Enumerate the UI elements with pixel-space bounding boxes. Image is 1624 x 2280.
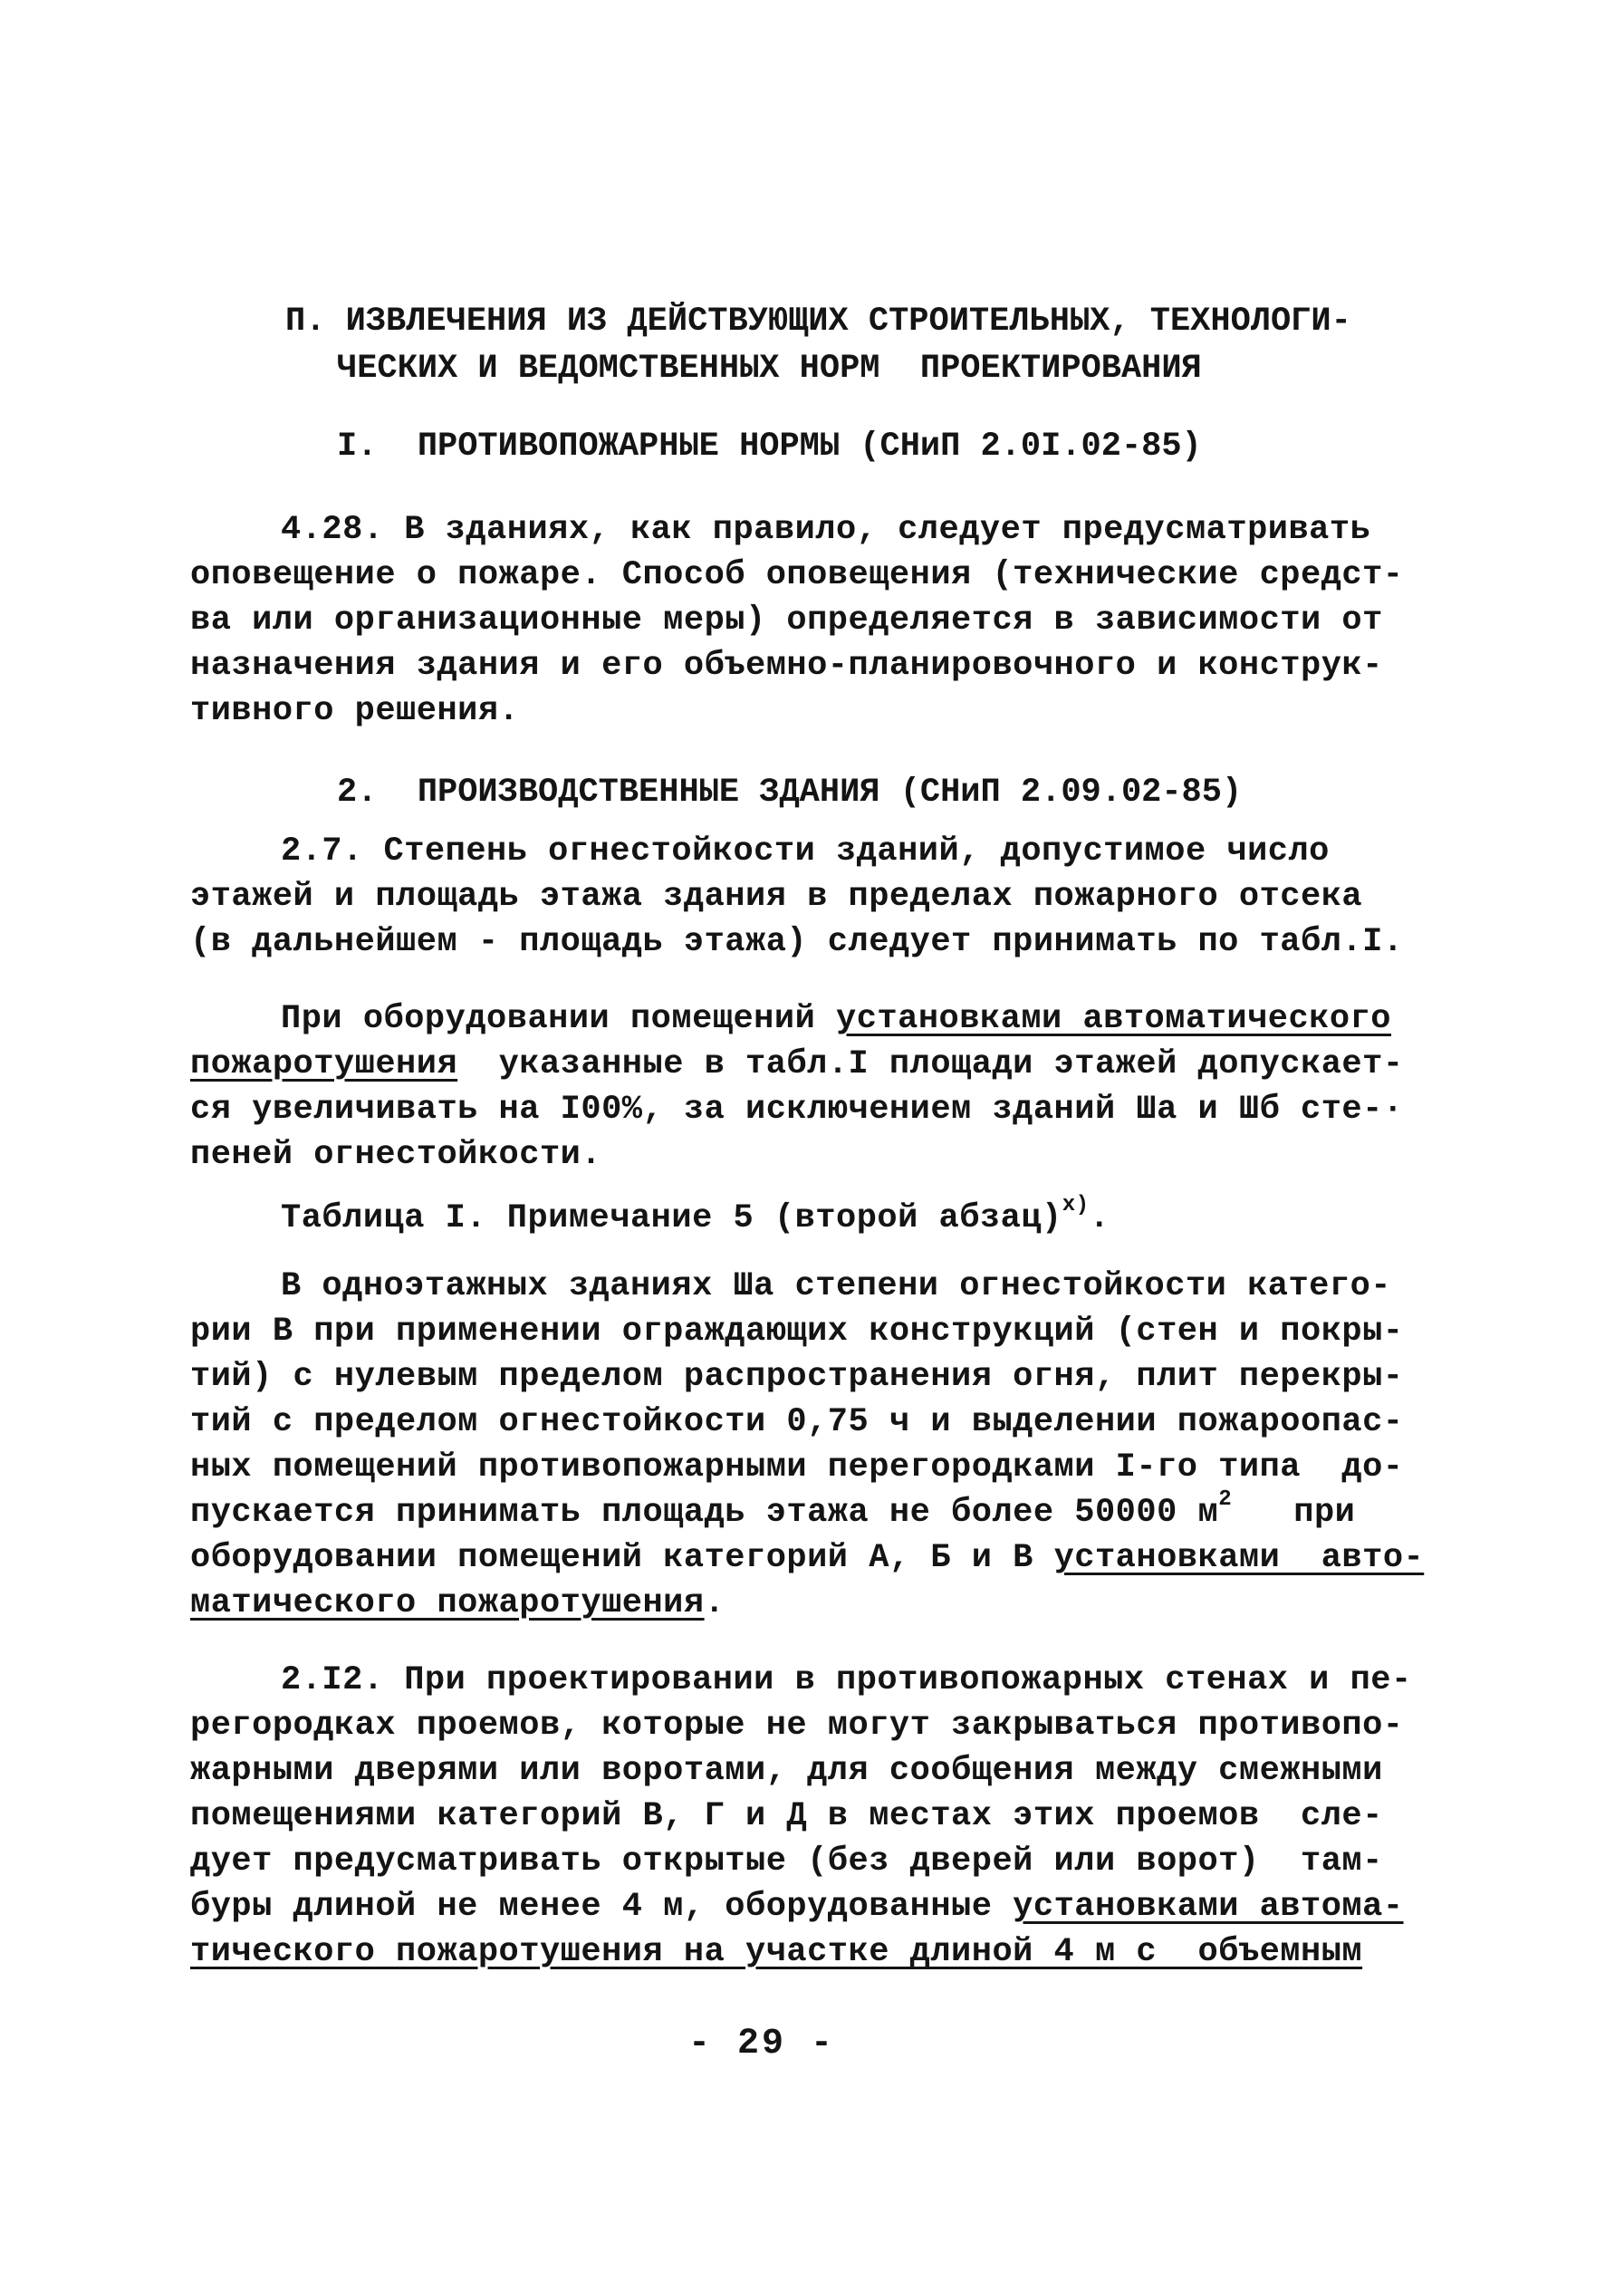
para-single-line-8: [190, 1581, 725, 1626]
para-equip-line-3: ся увеличивать на I00%, за исключением зданий Ша и Шб сте-·: [190, 1091, 1404, 1129]
para-2-7-line-2: этажей и площадь этажа здания в пределах пожарного отсека: [190, 878, 1363, 916]
para-single-line-7-underlined: установками авто-: [1053, 1539, 1425, 1577]
para-single-line-7-text: оборудовании помещений категорий А, Б и В: [190, 1539, 1054, 1577]
subsection-1-heading: I. ПРОТИВОПОЖАРНЫЕ НОРМЫ (СНиП 2.0I.02-85): [337, 428, 1202, 466]
para-single-line-7: [190, 1535, 1424, 1581]
para-single-line-3: тий) с нулевым пределом распространения огня, плит перекры-: [190, 1358, 1404, 1396]
para-2-12-line-6-text: буры длиной не менее 4 м, оборудованные: [190, 1888, 1014, 1926]
table-note-footnote-mark: х): [1062, 1192, 1090, 1217]
page-number: - 29 -: [688, 2024, 836, 2064]
para-single-line-5: ных помещений противопожарными перегородками I-го типа до-: [190, 1448, 1404, 1486]
para-single-line-2: рии В при применении ограждающих конструкций (стен и покры-: [190, 1313, 1404, 1351]
subsection-2-heading: 2. ПРОИЗВОДСТВЕННЫЕ ЗДАНИЯ (СНиП 2.09.02-85): [337, 774, 1243, 812]
para-equip-line-1-text: При оборудовании помещений: [281, 1000, 836, 1038]
para-single-line-6-end: при: [1232, 1494, 1356, 1532]
para-4-28-line-3: ва или организационные меры) определяется в зависимости от: [190, 601, 1383, 640]
para-single-line-8-underlined: матического пожаротушения: [190, 1584, 705, 1622]
para-4-28-line-4: назначения здания и его объемно-планировочного и конструк-: [190, 647, 1383, 685]
para-2-12-line-2: регородках проемов, которые не могут закрываться противопо-: [190, 1707, 1404, 1745]
para-single-line-4: тий с пределом огнестойкости 0,75 ч и выделении пожароопас-: [190, 1403, 1404, 1441]
para-4-28-line-5: тивного решения.: [190, 692, 520, 730]
para-2-12-line-6-underlined: установками автома-: [1013, 1888, 1404, 1926]
para-2-12-line-7-underlined: тического пожаротушения на участке длиной 4 м с объемным: [190, 1933, 1363, 1971]
square-meter-exponent: 2: [1218, 1486, 1233, 1512]
para-4-28-line-1: 4.28. В зданиях, как правило, следует предусматривать: [281, 511, 1371, 549]
section-title-line-2: ЧЕСКИХ И ВЕДОМСТВЕННЫХ НОРМ ПРОЕКТИРОВАНИЯ: [337, 350, 1202, 388]
para-single-line-1: В одноэтажных зданиях Ша степени огнестойкости катего-: [281, 1267, 1391, 1305]
para-single-line-8-end: .: [704, 1584, 726, 1622]
para-2-12-line-5: дует предусматривать открытые (без дверей или ворот) там-: [190, 1842, 1383, 1881]
para-single-line-6-text: пускается принимать площадь этажа не более 50000 м: [190, 1494, 1219, 1532]
para-equip-line-1: [281, 996, 1391, 1042]
para-equip-line-2-underlined: пожаротушения: [190, 1045, 458, 1083]
para-2-7-line-1: 2.7. Степень огнестойкости зданий, допустимое число: [281, 832, 1330, 871]
table-note-end: .: [1089, 1199, 1110, 1237]
para-2-12-line-3: жарными дверями или воротами, для сообщения между смежными: [190, 1752, 1383, 1790]
para-equip-line-1-underlined: установками автоматического: [836, 1000, 1391, 1038]
para-2-12-line-7: [190, 1929, 1362, 1975]
section-title-line-1: П. ИЗВЛЕЧЕНИЯ ИЗ ДЕЙСТВУЮЩИХ СТРОИТЕЛЬНЫХ, ТЕХНОЛОГИ-: [285, 303, 1351, 341]
para-2-12-line-4: помещениями категорий В, Г и Д в местах этих проемов сле-: [190, 1797, 1383, 1835]
table-note-text: Таблица I. Примечание 5 (второй абзац): [281, 1199, 1062, 1237]
para-equip-line-2-text: указанные в табл.I площади этажей допускает-: [457, 1045, 1404, 1083]
para-2-12-line-1: 2.I2. При проектировании в противопожарных стенах и пе-: [281, 1661, 1412, 1699]
para-2-7-line-3: (в дальнейшем - площадь этажа) следует принимать по табл.I.: [190, 923, 1404, 961]
para-2-12-line-6: [190, 1884, 1404, 1929]
para-4-28-line-2: оповещение о пожаре. Способ оповещения (технические средст-: [190, 556, 1404, 594]
para-equip-line-4: пеней огнестойкости.: [190, 1136, 602, 1174]
para-equip-line-2: [190, 1042, 1404, 1087]
para-single-line-6: [190, 1486, 1356, 1535]
table-note: [281, 1192, 1110, 1241]
